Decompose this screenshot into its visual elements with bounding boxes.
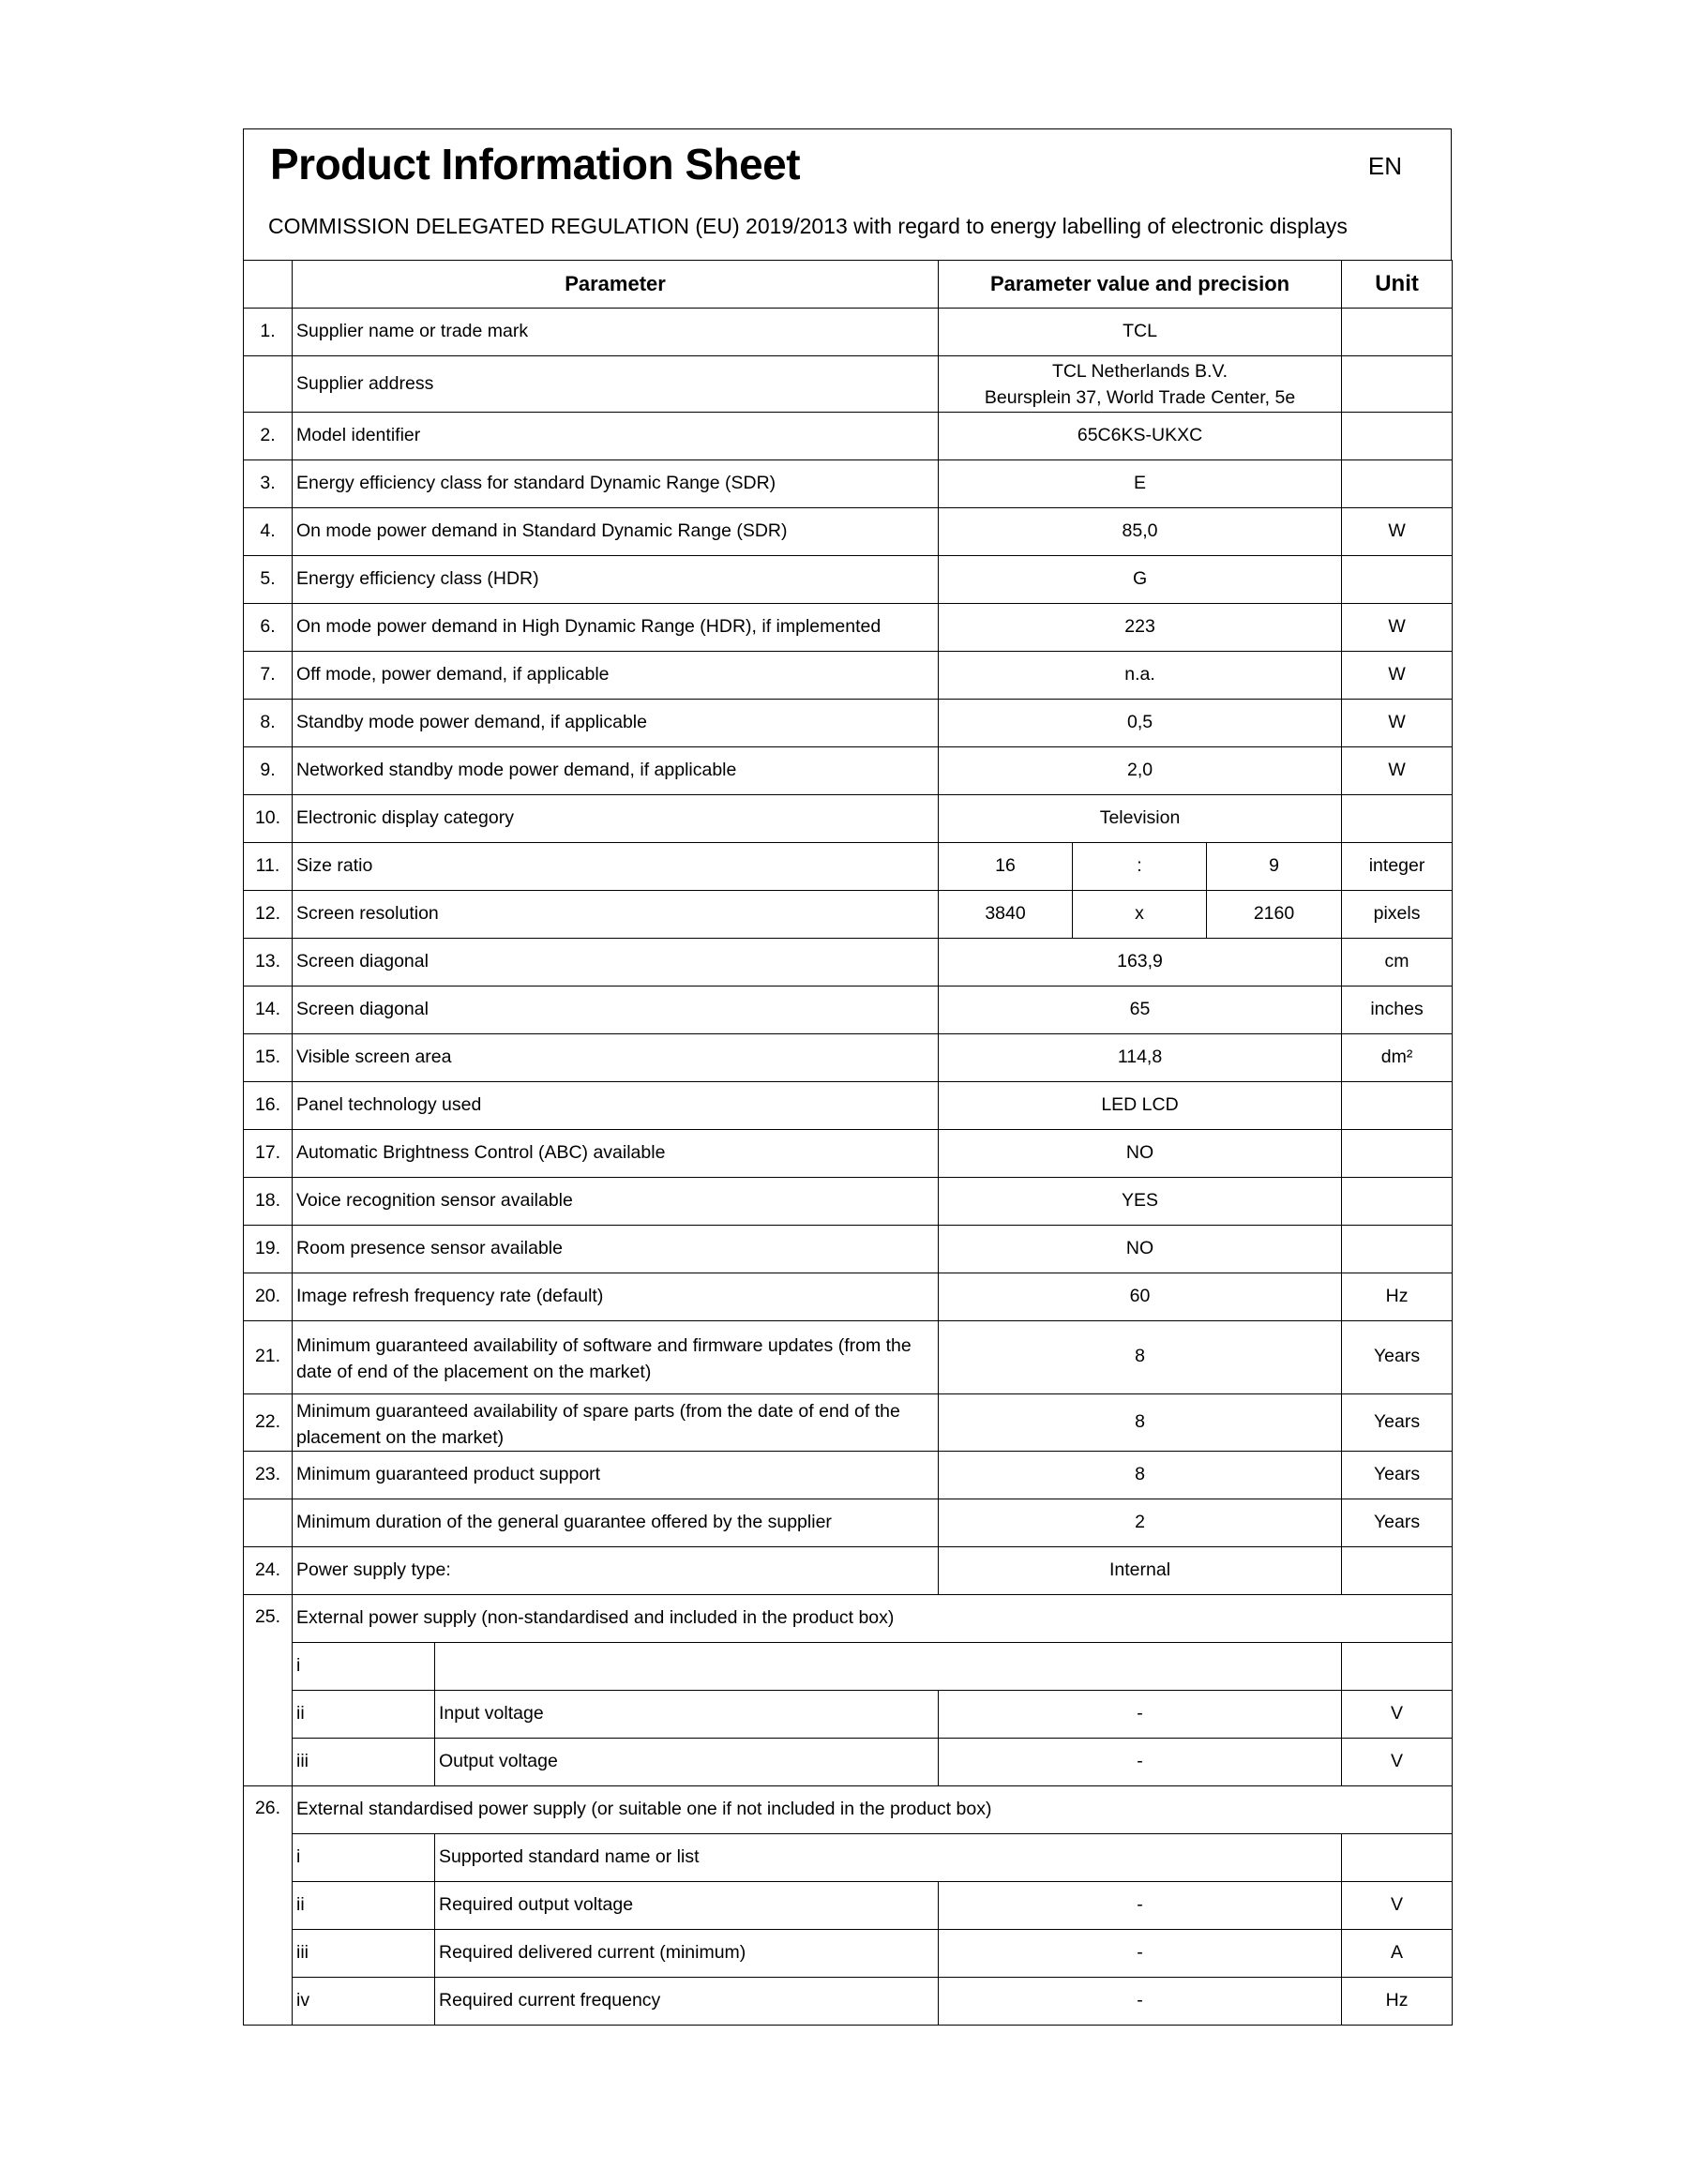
row-number: 26. [244,1786,293,2026]
sub-value: - [939,1882,1342,1930]
header-unit: Unit [1342,261,1453,309]
row-number: 5. [244,555,293,603]
unit-cell [1342,1225,1453,1273]
sub-row [244,1930,1453,1978]
row-number: 9. [244,746,293,794]
parameter-label: Screen resolution [293,890,939,938]
sheet-header [243,128,1452,260]
unit-cell: V [1342,1882,1453,1930]
row-number: 15. [244,1033,293,1081]
parameter-label: Supplier name or trade mark [293,309,939,356]
parameter-value: 8 [939,1320,1342,1393]
table-row [244,459,1453,507]
sub-label: Output voltage [435,1739,939,1786]
parameter-label: Energy efficiency class for standard Dynamic Range (SDR) [293,459,939,507]
sub-value: - [939,1978,1342,2026]
parameter-value: 0,5 [939,699,1342,746]
parameter-value: n.a. [939,651,1342,699]
value-separator: x [1073,890,1207,938]
value-part-1: 3840 [939,890,1073,938]
parameter-value: G [939,555,1342,603]
unit-cell: cm [1342,938,1453,986]
sub-row [244,1643,1453,1691]
row-number: 22. [244,1393,293,1452]
parameter-value: 8 [939,1452,1342,1499]
table-row [244,309,1453,356]
language-code: EN [1367,152,1402,180]
sub-value: - [939,1739,1342,1786]
unit-cell: Hz [1342,1273,1453,1320]
unit-cell: W [1342,651,1453,699]
parameter-label: Minimum duration of the general guarantee offered by the supplier [293,1499,939,1547]
unit-cell: integer [1342,842,1453,890]
row-number: 14. [244,986,293,1033]
parameter-value: YES [939,1177,1342,1225]
row-number: 13. [244,938,293,986]
table-row [244,1129,1453,1177]
parameter-label: Image refresh frequency rate (default) [293,1273,939,1320]
parameter-value: 65C6KS-UKXC [939,412,1342,459]
parameter-label: Voice recognition sensor available [293,1177,939,1225]
sheet-title: Product Information Sheet [270,140,801,188]
table-row [244,412,1453,459]
unit-cell: W [1342,603,1453,651]
product-information-sheet [243,128,1452,2026]
row-number: 21. [244,1320,293,1393]
unit-cell [1342,794,1453,842]
sub-label: Required output voltage [435,1882,939,1930]
parameter-label: Off mode, power demand, if applicable [293,651,939,699]
parameter-label: Screen diagonal [293,986,939,1033]
unit-cell: Years [1342,1452,1453,1499]
sub-index: iv [293,1978,435,2026]
sub-row [244,1691,1453,1739]
parameter-value: 85,0 [939,507,1342,555]
table-row [244,794,1453,842]
parameter-label: Supplier address [293,356,939,413]
parameter-label: Energy efficiency class (HDR) [293,555,939,603]
sub-row [244,1739,1453,1786]
row-number: 3. [244,459,293,507]
row-number: 8. [244,699,293,746]
row-number: 19. [244,1225,293,1273]
unit-cell: Years [1342,1393,1453,1452]
table-row [244,1499,1453,1547]
unit-cell [1342,1643,1453,1691]
row-number [244,1499,293,1547]
parameter-value: LED LCD [939,1081,1342,1129]
sub-index: i [293,1643,435,1691]
parameter-label: Panel technology used [293,1081,939,1129]
table-row [244,1273,1453,1320]
parameter-value: E [939,459,1342,507]
parameter-value: TCL [939,309,1342,356]
regulation-subtitle: COMMISSION DELEGATED REGULATION (EU) 2019/2013 with regard to energy labelling of electronic displays [268,214,1348,238]
parameter-value: 65 [939,986,1342,1033]
unit-cell: W [1342,507,1453,555]
table-row [244,507,1453,555]
parameter-label: Visible screen area [293,1033,939,1081]
sub-row [244,1978,1453,2026]
table-row [244,1033,1453,1081]
parameter-label: Automatic Brightness Control (ABC) available [293,1129,939,1177]
sub-label [435,1643,1342,1691]
row-number: 17. [244,1129,293,1177]
section-26-title-row [244,1786,1453,1834]
unit-cell [1342,1177,1453,1225]
sub-label: Supported standard name or list [435,1834,1342,1882]
parameter-label: On mode power demand in High Dynamic Range (HDR), if implemented [293,603,939,651]
section-title: External power supply (non-standardised and included in the product box) [293,1595,1453,1643]
row-number: 11. [244,842,293,890]
unit-cell [1342,459,1453,507]
parameter-label: Standby mode power demand, if applicable [293,699,939,746]
table-row [244,699,1453,746]
unit-cell [1342,1081,1453,1129]
value-part-2: 9 [1207,842,1342,890]
parameter-value: NO [939,1225,1342,1273]
header-parameter: Parameter [293,261,939,309]
unit-cell [1342,309,1453,356]
parameter-label: Model identifier [293,412,939,459]
value-part-2: 2160 [1207,890,1342,938]
parameter-label: Minimum guaranteed availability of software and firmware updates (from the date of end of the placement on the market) [293,1320,939,1393]
row-number: 16. [244,1081,293,1129]
parameter-label: On mode power demand in Standard Dynamic Range (SDR) [293,507,939,555]
address-line-1: TCL Netherlands B.V. [1051,361,1228,382]
table-row [244,1393,1453,1452]
row-number: 6. [244,603,293,651]
row-number [244,356,293,413]
table-row [244,1320,1453,1393]
sub-index: ii [293,1882,435,1930]
sub-index: ii [293,1691,435,1739]
unit-cell: inches [1342,986,1453,1033]
row-number: 12. [244,890,293,938]
table-row [244,1547,1453,1595]
table-row [244,356,1453,413]
table-row [244,746,1453,794]
parameter-label: Electronic display category [293,794,939,842]
table-header-row [244,261,1453,309]
table-row [244,555,1453,603]
parameter-label: Size ratio [293,842,939,890]
table-row [244,651,1453,699]
unit-cell: V [1342,1691,1453,1739]
section-title: External standardised power supply (or suitable one if not included in the product box) [293,1786,1453,1834]
parameter-value: 2 [939,1499,1342,1547]
parameter-value: NO [939,1129,1342,1177]
row-number: 1. [244,309,293,356]
parameter-value: 8 [939,1393,1342,1452]
parameter-value: 223 [939,603,1342,651]
table-row [244,1452,1453,1499]
section-25-title-row [244,1595,1453,1643]
unit-cell: pixels [1342,890,1453,938]
sub-label: Input voltage [435,1691,939,1739]
parameter-value: Television [939,794,1342,842]
parameter-label: Screen diagonal [293,938,939,986]
table-row [244,842,1453,890]
parameter-value: 60 [939,1273,1342,1320]
sub-label: Required delivered current (minimum) [435,1930,939,1978]
row-number: 10. [244,794,293,842]
sub-value: - [939,1930,1342,1978]
row-number: 23. [244,1452,293,1499]
header-num-cell [244,261,293,309]
unit-cell [1342,1129,1453,1177]
parameter-value [939,356,1342,413]
row-number: 24. [244,1547,293,1595]
parameter-label: Power supply type: [293,1547,939,1595]
unit-cell: Hz [1342,1978,1453,2026]
value-part-1: 16 [939,842,1073,890]
parameter-label: Room presence sensor available [293,1225,939,1273]
value-separator: : [1073,842,1207,890]
sub-index: iii [293,1930,435,1978]
row-number: 25. [244,1595,293,1786]
parameter-value: 114,8 [939,1033,1342,1081]
sub-row [244,1834,1453,1882]
unit-cell [1342,412,1453,459]
table-row [244,986,1453,1033]
unit-cell: V [1342,1739,1453,1786]
unit-cell: dm² [1342,1033,1453,1081]
parameter-label: Minimum guaranteed availability of spare parts (from the date of end of the placement on the market) [293,1393,939,1452]
unit-cell: Years [1342,1499,1453,1547]
unit-cell [1342,1547,1453,1595]
unit-cell [1342,1834,1453,1882]
table-row [244,938,1453,986]
unit-cell: Years [1342,1320,1453,1393]
row-number: 4. [244,507,293,555]
row-number: 18. [244,1177,293,1225]
table-row [244,1225,1453,1273]
parameter-label: Networked standby mode power demand, if applicable [293,746,939,794]
row-number: 2. [244,412,293,459]
header-value: Parameter value and precision [939,261,1342,309]
sub-index: i [293,1834,435,1882]
table-row [244,603,1453,651]
parameter-value: 2,0 [939,746,1342,794]
unit-cell: W [1342,699,1453,746]
unit-cell: W [1342,746,1453,794]
table-row [244,1081,1453,1129]
parameter-value: Internal [939,1547,1342,1595]
address-line-2: Beursplein 37, World Trade Center, 5e [984,387,1296,409]
parameter-value: 163,9 [939,938,1342,986]
unit-cell [1342,356,1453,413]
unit-cell [1342,555,1453,603]
sub-index: iii [293,1739,435,1786]
table-row [244,890,1453,938]
table-row [244,1177,1453,1225]
row-number: 20. [244,1273,293,1320]
sub-label: Required current frequency [435,1978,939,2026]
parameter-label: Minimum guaranteed product support [293,1452,939,1499]
parameter-table [243,260,1453,2026]
unit-cell: A [1342,1930,1453,1978]
row-number: 7. [244,651,293,699]
sub-row [244,1882,1453,1930]
sub-value: - [939,1691,1342,1739]
